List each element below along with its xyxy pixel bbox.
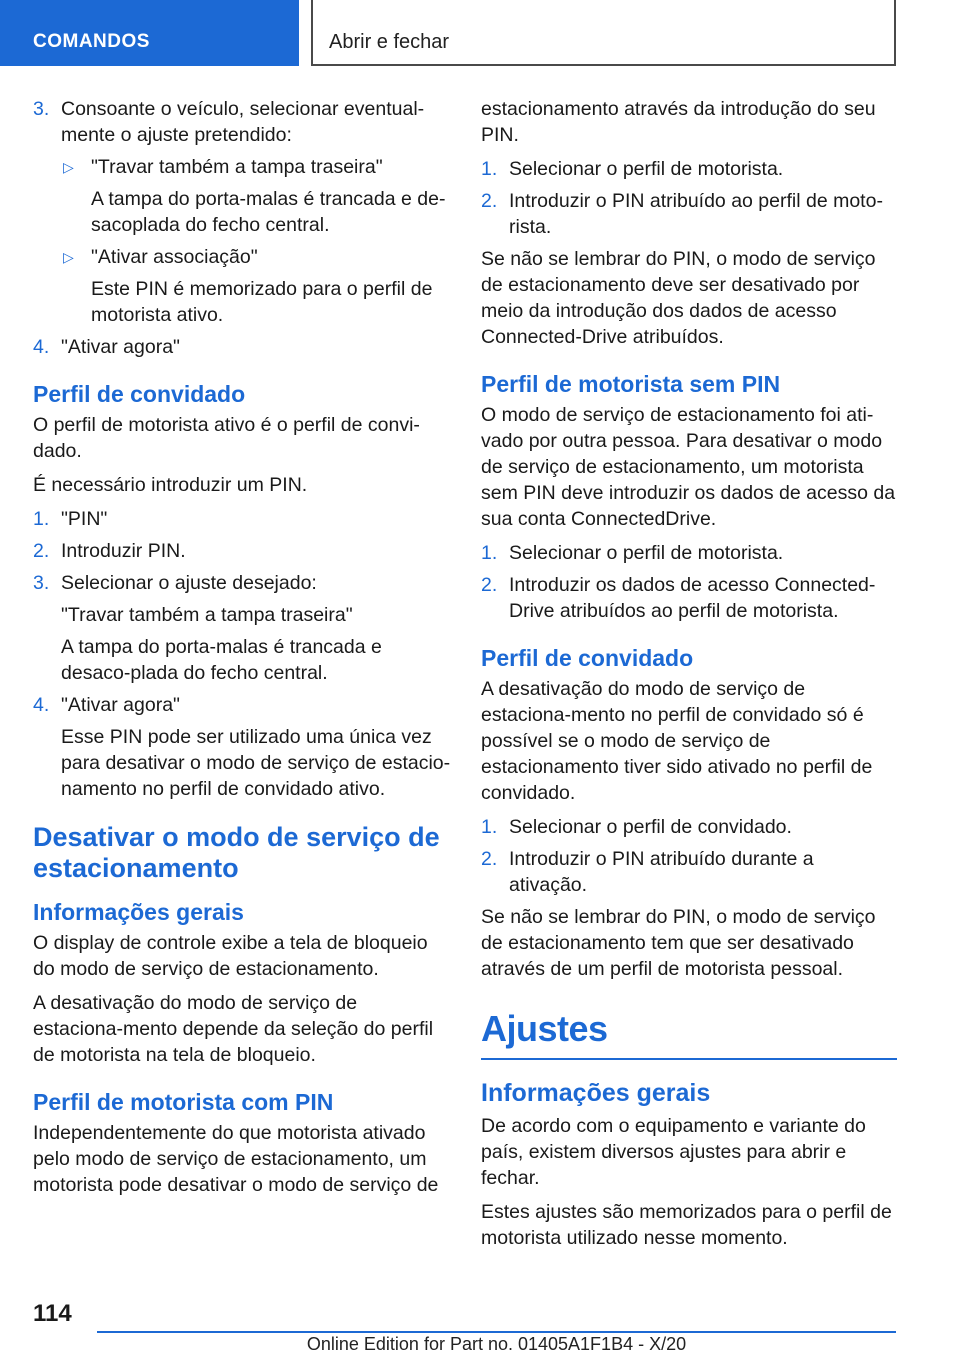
list-number: 1. (481, 816, 498, 838)
list-text: Introduzir o PIN atribuído durante a ativação. (509, 848, 814, 896)
list-number: 2. (481, 574, 498, 596)
list-number: 1. (33, 508, 50, 530)
list-number: 2. (33, 540, 50, 562)
paragraph: A desativação do modo de serviço de estaciona-mento no perfil de convidado só é possível se o modo de serviço de estacionamento tiver sido ativado no perfil de convidado. (481, 678, 873, 804)
sub-item-desc: Este PIN é memorizado para o perfil de motorista ativo. (91, 278, 433, 326)
list-text: "Ativar agora" (61, 694, 180, 716)
paragraph: De acordo com o equipamento e variante do país, existem diversos ajustes para abrir e fechar. (481, 1115, 866, 1189)
heading-profile-with-pin: Perfil de motorista com PIN (33, 1089, 334, 1115)
edition-note: Online Edition for Part no. 01405A1F1B4 - X/20 (306, 1334, 687, 1354)
list-item (481, 188, 897, 240)
heading-general-info: Informações gerais (481, 1079, 711, 1107)
paragraph: Se não se lembrar do PIN, o modo de serviço de estacionamento deve ser desativado por meio da introdução dos dados de acesso Connected-Drive atribuídos. (481, 248, 876, 348)
paragraph: estacionamento através da introdução do seu PIN. (481, 98, 876, 146)
list-item (481, 156, 897, 182)
paragraph: O display de controle exibe a tela de bloqueio do modo de serviço de estacionamento. (33, 932, 428, 980)
paragraph: O perfil de motorista ativo é o perfil de convi-dado. (33, 414, 420, 462)
sub-item-text: "Ativar associação" (91, 246, 258, 268)
list-text: Introduzir o PIN atribuído ao perfil de moto-rista. (509, 190, 883, 238)
list-text: Introduzir os dados de acesso Connected-Drive atribuídos ao perfil de motorista. (509, 574, 876, 622)
heading-deactivate: Desativar o modo de serviço de estacionamento (33, 822, 440, 883)
list-text: Selecionar o perfil de motorista. (509, 158, 784, 180)
list-item (481, 814, 897, 840)
list-number: 1. (481, 158, 498, 180)
heading-guest-profile: Perfil de convidado (33, 381, 246, 407)
heading-settings: Ajustes (481, 1008, 897, 1060)
list-text: Introduzir PIN. (61, 540, 186, 562)
list-number: 2. (481, 848, 498, 870)
list-number: 4. (33, 336, 50, 358)
paragraph: A desativação do modo de serviço de estaciona-mento depende da seleção do perfil de motorista na tela de bloqueio. (33, 992, 434, 1066)
right-column (481, 96, 897, 1259)
paragraph: O modo de serviço de estacionamento foi ati-vado por outra pessoa. Para desativar o modo de serviço de estacionamento, um motorista sem PIN deve introduzir os dados de acesso da sua conta ConnectedDrive. (481, 404, 896, 530)
sub-item-desc: A tampa do porta-malas é trancada e de-sacoplada do fecho central. (91, 188, 446, 236)
paragraph: É necessário introduzir um PIN. (33, 474, 308, 496)
list-item (481, 846, 897, 898)
left-column (33, 96, 451, 1206)
paragraph: Independentemente do que motorista ativado pelo modo de serviço de estacionamento, um motorista pode desativar o modo de serviço de (33, 1122, 439, 1196)
list-item-detail: "Travar também a tampa traseira" (61, 604, 353, 626)
list-number: 3. (33, 572, 50, 594)
page-header (0, 0, 960, 66)
list-item (481, 572, 897, 624)
list-text: Consoante o veículo, selecionar eventual-mente o ajuste pretendido: (61, 98, 425, 146)
heading-guest-profile: Perfil de convidado (481, 645, 694, 671)
chapter-title: Abrir e fechar (311, 0, 896, 66)
footer-divider (97, 1331, 896, 1333)
paragraph: Se não se lembrar do PIN, o modo de serviço de estacionamento tem que ser desativado através de um perfil de motorista pessoal. (481, 906, 876, 980)
list-item (33, 538, 451, 564)
sub-item-text: "Travar também a tampa traseira" (91, 156, 383, 178)
triangle-bullet-icon: ▷ (63, 159, 74, 175)
heading-profile-without-pin: Perfil de motorista sem PIN (481, 371, 781, 397)
list-text: Selecionar o perfil de motorista. (509, 542, 784, 564)
list-item-detail: Esse PIN pode ser utilizado uma única vez para desativar o modo de serviço de estacio-namento no perfil de convidado ativo. (61, 726, 451, 800)
page-number: 114 (33, 1300, 72, 1327)
list-item (33, 334, 451, 360)
list-number: 2. (481, 190, 498, 212)
sub-list-item (33, 244, 451, 270)
list-text: "Ativar agora" (61, 336, 180, 358)
list-item (33, 96, 451, 148)
list-item (33, 506, 451, 532)
list-item (33, 570, 451, 596)
list-item (33, 692, 451, 718)
list-number: 3. (33, 98, 50, 120)
triangle-bullet-icon: ▷ (63, 249, 74, 265)
list-text: "PIN" (61, 508, 108, 530)
list-number: 1. (481, 542, 498, 564)
section-tab: COMANDOS (0, 0, 299, 66)
paragraph: Estes ajustes são memorizados para o perfil de motorista utilizado nesse momento. (481, 1201, 892, 1249)
list-item (481, 540, 897, 566)
list-number: 4. (33, 694, 50, 716)
sub-list-item (33, 154, 451, 180)
list-item-detail: A tampa do porta-malas é trancada e desaco-plada do fecho central. (61, 636, 382, 684)
list-text: Selecionar o ajuste desejado: (61, 572, 317, 594)
heading-general-info: Informações gerais (33, 899, 244, 925)
list-text: Selecionar o perfil de convidado. (509, 816, 792, 838)
